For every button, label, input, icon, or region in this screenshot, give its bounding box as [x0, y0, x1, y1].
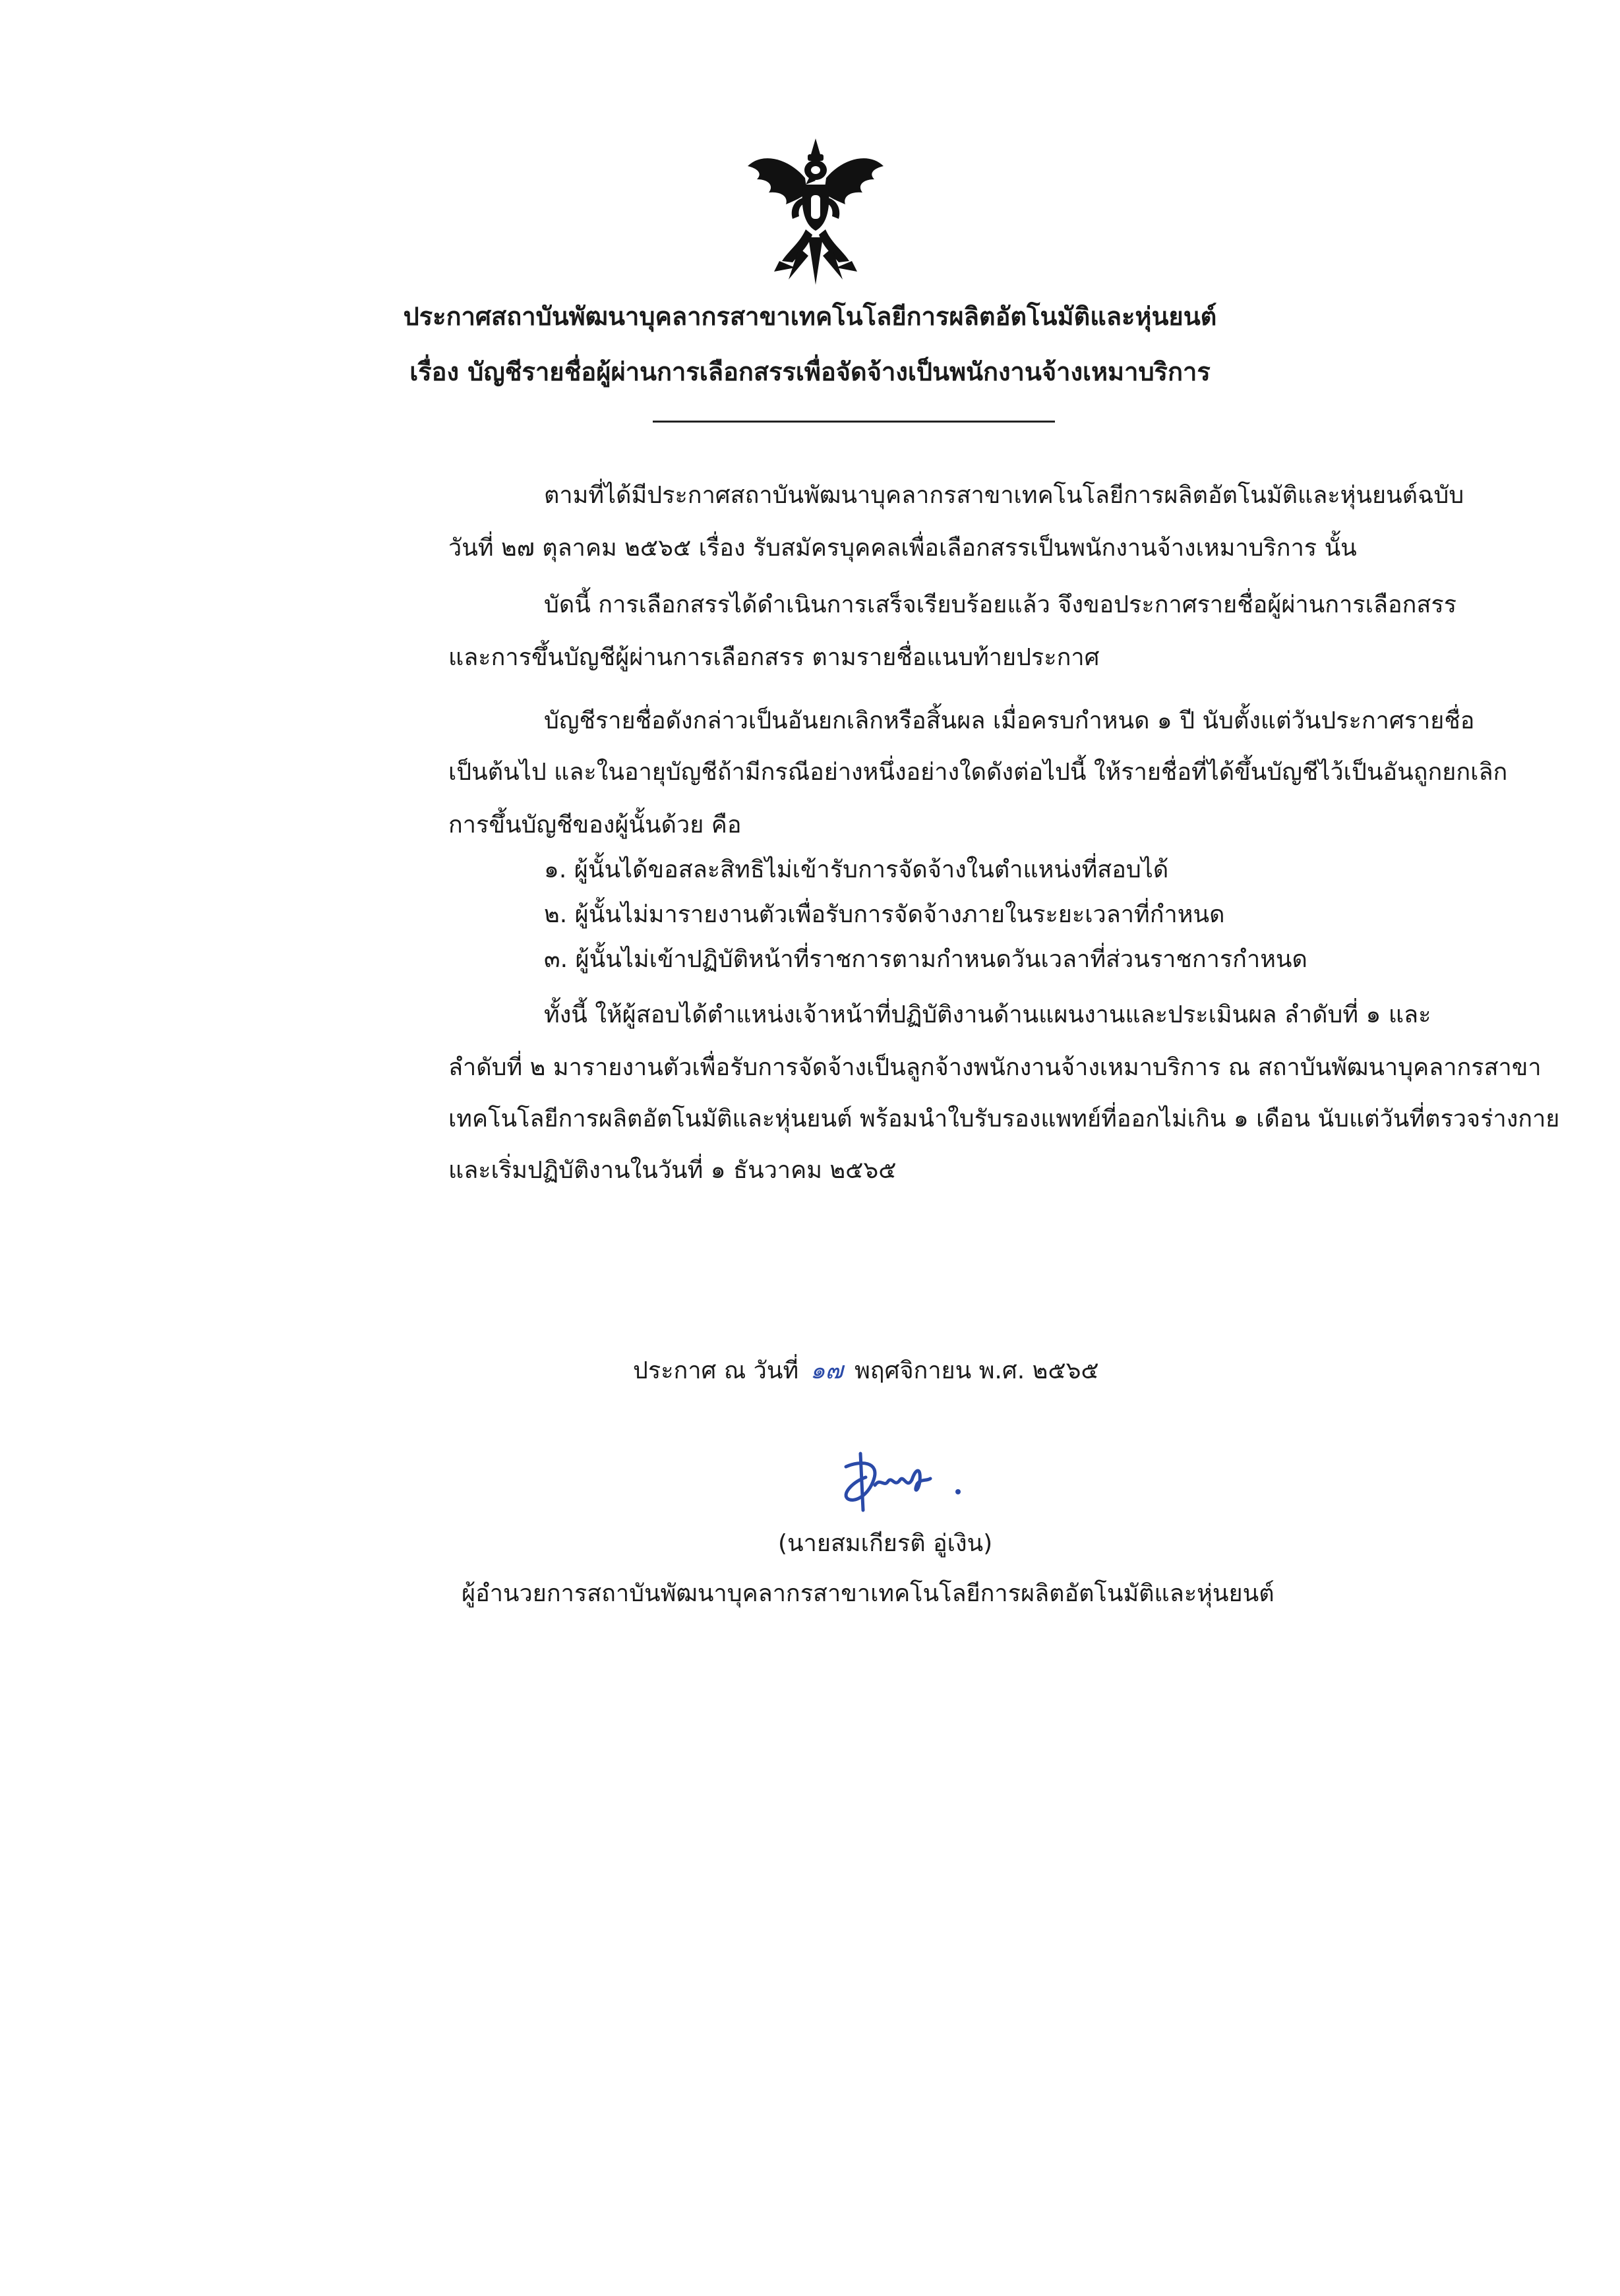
title-underline — [653, 421, 1055, 423]
paragraph-line: บัดนี้ การเลือกสรรได้ดำเนินการเสร็จเรียบร้อยแล้ว จึงขอประกาศรายชื่อผู้ผ่านการเลือกสรร — [544, 591, 1457, 618]
signatory-title: ผู้อำนวยการสถาบันพัฒนาบุคลากรสาขาเทคโนโลยีการผลิตอัตโนมัติและหุ่นยนต์ — [462, 1580, 1275, 1607]
paragraph-line: และการขึ้นบัญชีผู้ผ่านการเลือกสรร ตามรายชื่อแนบท้ายประกาศ — [448, 644, 1100, 671]
paragraph-line: ตามที่ได้มีประกาศสถาบันพัฒนาบุคลากรสาขาเทคโนโลยีการผลิตอัตโนมัติและหุ่นยนต์ฉบับ — [544, 482, 1464, 509]
paragraph-line: เทคโนโลยีการผลิตอัตโนมัติและหุ่นยนต์ พร้อมนำใบรับรองแพทย์ที่ออกไม่เกิน ๑ เดือน นับแต่วันที่ตรวจร่างกาย — [448, 1105, 1560, 1133]
date-suffix: พฤศจิกายน พ.ศ. ๒๕๖๕ — [855, 1357, 1099, 1384]
paragraph-line: และเริ่มปฏิบัติงานในวันที่ ๑ ธันวาคม ๒๕๖๕ — [448, 1157, 897, 1184]
signatory-name: (นายสมเกียรติ อู่เงิน) — [778, 1530, 993, 1557]
list-item: ๓. ผู้นั้นไม่เข้าปฏิบัติหน้าที่ราชการตามกำหนดวันเวลาที่ส่วนราชการกำหนด — [544, 946, 1307, 973]
paragraph-line: เป็นต้นไป และในอายุบัญชีถ้ามีกรณีอย่างหนึ่งอย่างใดดังต่อไปนี้ ให้รายชื่อที่ได้ขึ้นบัญชีไว้เป็นอันถูกยกเลิก — [448, 759, 1508, 786]
date-prefix: ประกาศ ณ วันที่ — [633, 1357, 799, 1384]
paragraph-line: บัญชีรายชื่อดังกล่าวเป็นอันยกเลิกหรือสิ้นผล เมื่อครบกำหนด ๑ ปี นับตั้งแต่วันประกาศรายชื่อ — [544, 707, 1475, 734]
list-item: ๒. ผู้นั้นไม่มารายงานตัวเพื่อรับการจัดจ้างภายในระยะเวลาที่กำหนด — [544, 901, 1225, 928]
paragraph-line: การขึ้นบัญชีของผู้นั้นด้วย คือ — [448, 811, 742, 839]
paragraph-line: วันที่ ๒๗ ตุลาคม ๒๕๖๕ เรื่อง รับสมัครบุคคลเพื่อเลือกสรรเป็นพนักงานจ้างเหมาบริการ นั้น — [448, 535, 1357, 562]
date-day: ๑๗ — [810, 1357, 843, 1384]
announcement-date — [633, 1351, 1099, 1391]
garuda-emblem-icon — [742, 132, 889, 290]
list-item: ๑. ผู้นั้นได้ขอสละสิทธิไม่เข้ารับการจัดจ้างในตำแหน่งที่สอบได้ — [544, 856, 1169, 883]
handwritten-signature — [834, 1447, 966, 1519]
paragraph-line: ลำดับที่ ๒ มารายงานตัวเพื่อรับการจัดจ้างเป็นลูกจ้างพนักงานจ้างเหมาบริการ ณ สถาบันพัฒนาบุคลากรสาขา — [448, 1054, 1542, 1081]
page-subject: เรื่อง บัญชีรายชื่อผู้ผ่านการเลือกสรรเพื่อจัดจ้างเป็นพนักงานจ้างเหมาบริการ — [409, 357, 1211, 386]
paragraph-line: ทั้งนี้ ให้ผู้สอบได้ตำแหน่งเจ้าหน้าที่ปฏิบัติงานด้านแผนงานและประเมินผล ลำดับที่ ๑ และ — [544, 1001, 1431, 1028]
page-title: ประกาศสถาบันพัฒนาบุคลากรสาขาเทคโนโลยีการผลิตอัตโนมัติและหุ่นยนต์ — [403, 302, 1217, 331]
